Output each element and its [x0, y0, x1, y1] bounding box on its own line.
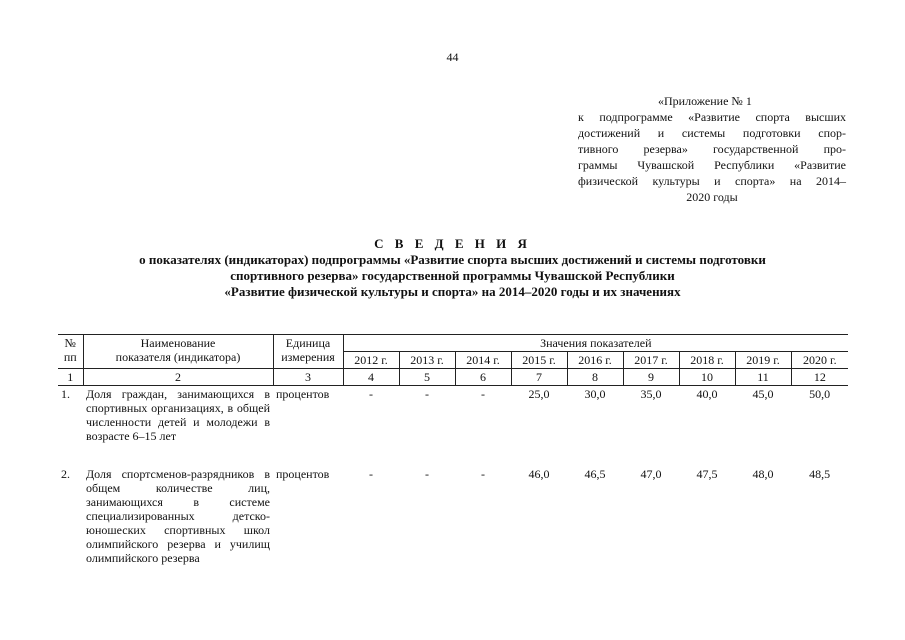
appendix-line: тивного резерва» государственной про-: [578, 142, 846, 156]
unit-cell: процентов: [276, 467, 330, 481]
indicator-name: Доля граждан, занимающихся в спортивных организациях, в общей численности детей и молодежи в возрасте 6–15 лет: [86, 387, 270, 443]
header-num: № пп: [58, 335, 83, 369]
document-heading: [0, 236, 905, 300]
column-number: 5: [399, 369, 455, 386]
value-cell: -: [481, 387, 485, 401]
indicator-name: Доля спортсменов-разрядников в общем количестве лиц, занимающихся в системе специализированных детско-юношеских спортивных школ олимпийского резерва и училищ олимпийского резерва: [86, 467, 270, 565]
appendix-line: физической культуры и спорта» на 2014–: [578, 174, 846, 188]
row-number: 2.: [61, 467, 70, 481]
column-number: 12: [791, 369, 848, 386]
page-number: 44: [446, 50, 459, 64]
value-cell: -: [369, 387, 373, 401]
column-number: 9: [623, 369, 679, 386]
column-number: 10: [679, 369, 735, 386]
value-cell: 47,5: [696, 467, 718, 481]
appendix-line: граммы Чувашской Республики «Развитие: [578, 158, 846, 172]
header-unit: Единица измерения: [273, 335, 343, 369]
value-cell: 47,0: [640, 467, 662, 481]
table-row: [58, 466, 848, 566]
header-name: Наименование показателя (индикатора): [83, 335, 273, 369]
value-cell: -: [481, 467, 485, 481]
appendix-note: [578, 93, 846, 205]
document-subtitle-line: о показателях (индикаторах) подпрограммы «Развитие спорта высших достижений и системы подготовки: [139, 252, 766, 267]
header-year: 2015 г.: [511, 352, 567, 369]
unit-cell: процентов: [276, 387, 330, 401]
column-number: 6: [455, 369, 511, 386]
appendix-line: к подпрограмме «Развитие спорта высших: [578, 110, 846, 124]
indicators-table: [58, 334, 848, 566]
value-cell: 30,0: [584, 387, 606, 401]
header-values-group: Значения показателей: [343, 335, 848, 352]
value-cell: 45,0: [752, 387, 774, 401]
value-cell: 50,0: [809, 387, 831, 401]
header-year: 2017 г.: [623, 352, 679, 369]
value-cell: 46,5: [584, 467, 606, 481]
value-cell: -: [425, 467, 429, 481]
header-year: 2014 г.: [455, 352, 511, 369]
value-cell: -: [369, 467, 373, 481]
header-year: 2012 г.: [343, 352, 399, 369]
column-number: 2: [83, 369, 273, 386]
appendix-line: «Приложение № 1: [658, 94, 752, 108]
value-cell: 48,0: [752, 467, 774, 481]
value-cell: 48,5: [809, 467, 831, 481]
header-year: 2016 г.: [567, 352, 623, 369]
column-number: 8: [567, 369, 623, 386]
value-cell: 25,0: [528, 387, 550, 401]
header-year: 2013 г.: [399, 352, 455, 369]
column-number: 11: [735, 369, 791, 386]
header-year: 2020 г.: [803, 353, 837, 367]
appendix-line: достижений и системы подготовки спор-: [578, 126, 846, 140]
table-row: [58, 386, 848, 445]
value-cell: 46,0: [528, 467, 550, 481]
appendix-line: 2020 годы: [686, 190, 738, 204]
value-cell: 40,0: [696, 387, 718, 401]
document-title: С В Е Д Е Н И Я: [374, 236, 531, 251]
column-number: 3: [273, 369, 343, 386]
value-cell: 35,0: [640, 387, 662, 401]
header-year: 2019 г.: [735, 352, 791, 369]
document-subtitle-line: «Развитие физической культуры и спорта» на 2014–2020 годы и их значениях: [224, 284, 681, 299]
column-number: 7: [511, 369, 567, 386]
row-number: 1.: [61, 387, 70, 401]
header-year: 2018 г.: [679, 352, 735, 369]
document-subtitle-line: спортивного резерва» государственной программы Чувашской Республики: [230, 268, 675, 283]
column-number: 1: [58, 369, 83, 386]
row-spacer: [58, 444, 848, 466]
value-cell: -: [425, 387, 429, 401]
column-number: 4: [343, 369, 399, 386]
